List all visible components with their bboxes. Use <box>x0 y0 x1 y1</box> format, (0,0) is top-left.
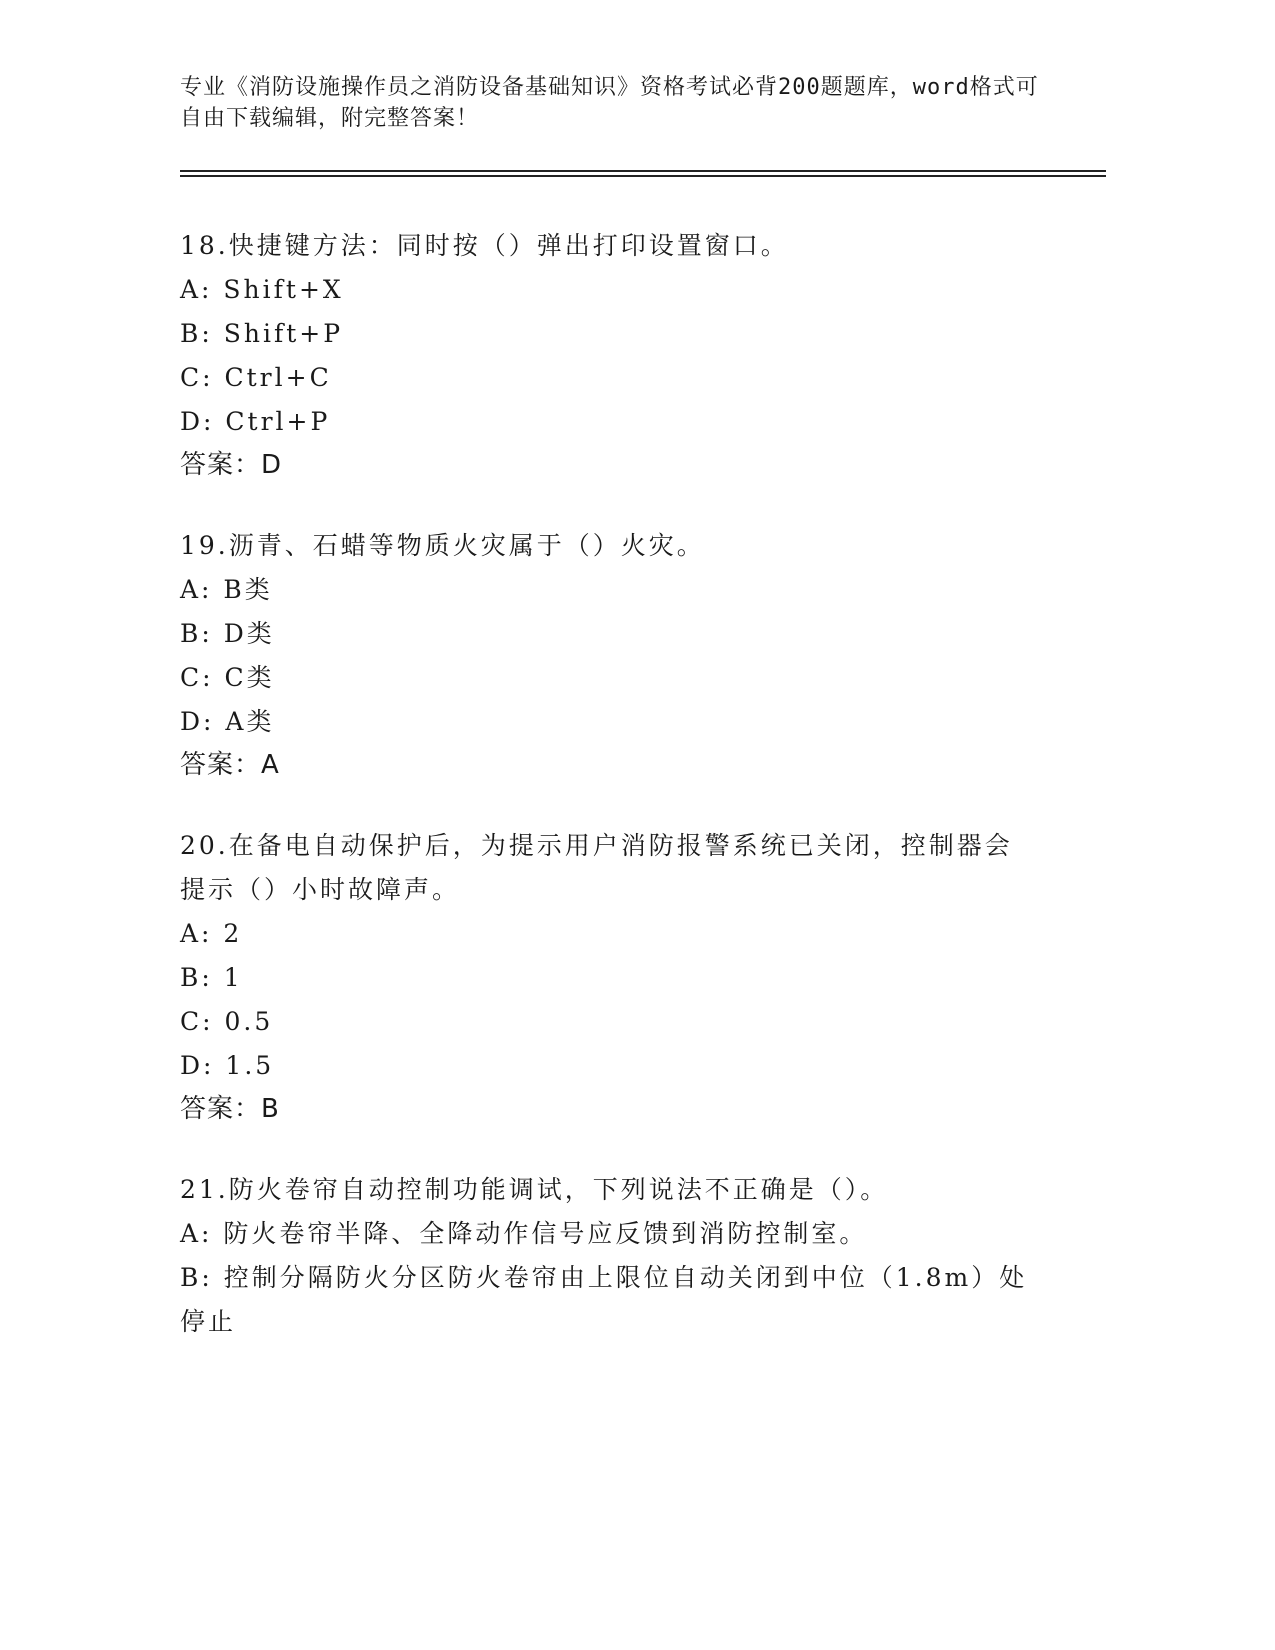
question-21 <box>180 1168 1040 1344</box>
document-intro: 专业《消防设施操作员之消防设备基础知识》资格考试必背200题题库，word格式可自由下载编辑，附完整答案！ <box>180 75 1039 131</box>
question-list <box>180 224 1040 1382</box>
option-b: B: 1 <box>180 963 243 992</box>
option-d: D: Ctrl+P <box>180 407 331 436</box>
question-stem: 19.沥青、石蜡等物质火灾属于（）火灾。 <box>180 531 705 560</box>
option-c: C: C类 <box>180 663 275 692</box>
question-19 <box>180 524 1040 786</box>
option-a: A: B类 <box>180 575 273 604</box>
question-20 <box>180 824 1040 1130</box>
question-stem: 20.在备电自动保护后，为提示用户消防报警系统已关闭，控制器会提示（）小时故障声。 <box>180 831 1013 904</box>
option-d: D: A类 <box>180 707 275 736</box>
header-divider-top <box>180 170 1106 172</box>
option-a: A: Shift+X <box>180 275 344 304</box>
option-c: C: 0.5 <box>180 1007 274 1036</box>
answer-line: 答案：A <box>180 750 280 780</box>
question-stem: 21.防火卷帘自动控制功能调试，下列说法不正确是（）。 <box>180 1175 889 1204</box>
answer-line: 答案：B <box>180 1094 280 1124</box>
option-b: B: D类 <box>180 619 275 648</box>
option-a: A: 2 <box>180 919 243 948</box>
answer-line: 答案：D <box>180 450 283 480</box>
question-stem: 18.快捷键方法：同时按（）弹出打印设置窗口。 <box>180 231 789 260</box>
option-b: B: Shift+P <box>180 319 344 348</box>
header-divider-bottom <box>180 175 1106 177</box>
question-18 <box>180 224 1040 486</box>
option-d: D: 1.5 <box>180 1051 275 1080</box>
option-c: C: Ctrl+C <box>180 363 332 392</box>
option-a: A: 防火卷帘半降、全降动作信号应反馈到消防控制室。 <box>180 1219 868 1248</box>
option-b: B: 控制分隔防火分区防火卷帘由上限位自动关闭到中位（1.8m）处停止 <box>180 1263 1028 1336</box>
